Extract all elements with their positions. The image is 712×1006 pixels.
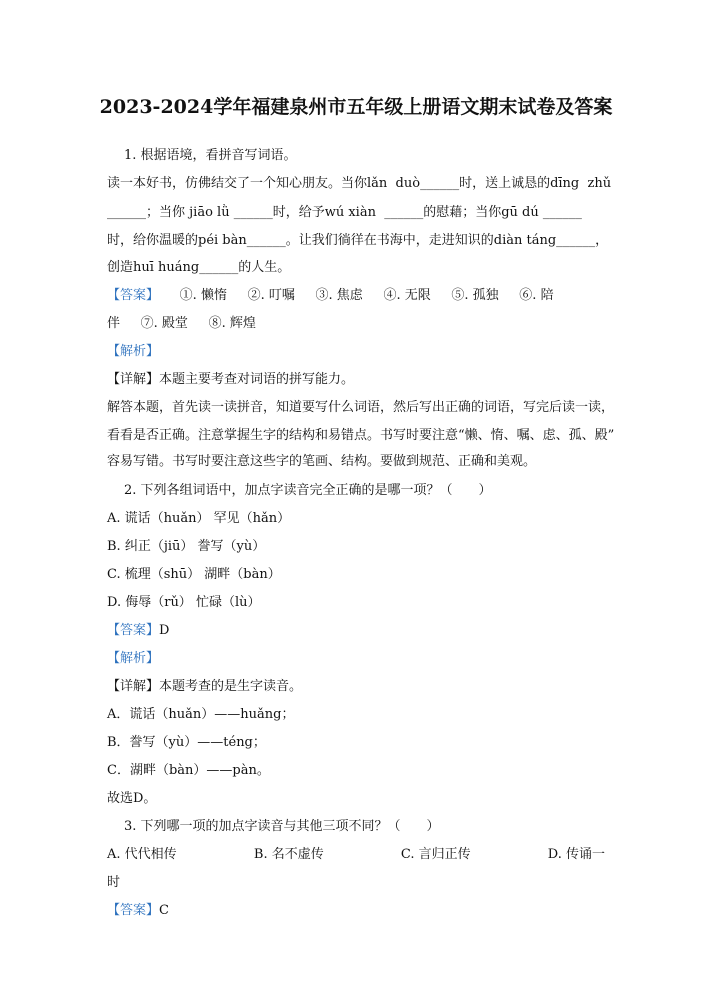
option-c: C. 言归正传 xyxy=(400,847,471,862)
detail-text: 本题考查的是生字读音。 xyxy=(159,679,303,694)
option-d: D. 侮辱（rǔ） 忙碌（lù） xyxy=(107,595,261,610)
option-c: C. 梳理（shū） 湖畔（bàn） xyxy=(107,567,281,582)
question-2-detail xyxy=(107,677,607,697)
answer-value: D xyxy=(159,623,170,638)
explanation-line: B．誊写（yù）——téng； xyxy=(107,735,266,750)
explanation-line: 看看是否正确。注意掌握生字的结构和易错点。书写时要注意“懒、惰、嘱、虑、孤、殿” xyxy=(107,428,615,443)
page-title: 2023-2024学年福建泉州市五年级上册语文期末试卷及答案 xyxy=(99,96,613,118)
detail-label: 【详解】 xyxy=(107,679,160,694)
question-2-answer xyxy=(107,621,607,641)
conclusion: 故选D。 xyxy=(107,791,157,806)
question-3-options xyxy=(107,845,605,865)
question-3-answer xyxy=(107,901,607,921)
answer-label: 【答案】 xyxy=(107,903,160,918)
option-d: D. 传诵一 xyxy=(547,847,605,862)
analysis-label: 【解析】 xyxy=(107,344,160,359)
answer-label: 【答案】 xyxy=(107,288,160,303)
question-1-text-line: 读一本好书，仿佛结交了一个知心朋友。当你lǎn duò______时，送上诚恳的dīng zhǔ xyxy=(107,176,612,191)
answer-value: C xyxy=(159,903,169,918)
question-1-text-line: 创造huī huáng______的人生。 xyxy=(107,260,291,275)
question-1-answer-cont: 伴 ⑦. 殿堂 ⑧. 辉煌 xyxy=(107,316,256,331)
question-1-text-line: 时，给你温暖的péi bàn______。让我们徜徉在书海中，走进知识的diàn táng______， xyxy=(107,233,609,248)
question-1-detail xyxy=(107,370,607,390)
option-a: A. 谎话（huǎn） 罕见（hǎn） xyxy=(107,511,291,526)
analysis-label: 【解析】 xyxy=(107,651,160,666)
explanation-line: 容易写错。书写时要注意这些字的笔画、结构。要做到规范、正确和美观。 xyxy=(107,454,537,469)
detail-text: 本题主要考查对词语的拼写能力。 xyxy=(159,372,355,387)
detail-label: 【详解】 xyxy=(107,372,160,387)
question-3-stem: 3. 下列哪一项的加点字读音与其他三项不同？（ ） xyxy=(124,819,440,834)
question-1-answer xyxy=(107,286,607,306)
question-1-text-line: ______；当你 jiāo lǜ ______时，给予wú xiàn ______的慰藉；当你gū dú ______ xyxy=(107,205,582,220)
explanation-line: 解答本题，首先读一读拼音，知道要写什么词语，然后写出正确的词语，写完后读一读， xyxy=(107,400,615,415)
answer-text: ①. 懒惰 ②. 叮嘱 ③. 焦虑 ④. 无限 ⑤. 孤独 ⑥. 陪 xyxy=(159,288,554,303)
explanation-line: C．湖畔（bàn）——pàn。 xyxy=(107,763,270,778)
answer-label: 【答案】 xyxy=(107,623,160,638)
option-b: B. 名不虚传 xyxy=(253,847,324,862)
option-b: B. 纠正（jiū） 誊写（yù） xyxy=(107,539,266,554)
question-1-stem: 1. 根据语境，看拼音写词语。 xyxy=(124,148,297,163)
explanation-line: A．谎话（huǎn）——huǎng； xyxy=(107,707,295,722)
option-d-wrap: 时 xyxy=(107,875,121,890)
question-2-stem: 2. 下列各组词语中，加点字读音完全正确的是哪一项？（ ） xyxy=(124,483,492,498)
option-a: A. 代代相传 xyxy=(107,847,177,862)
